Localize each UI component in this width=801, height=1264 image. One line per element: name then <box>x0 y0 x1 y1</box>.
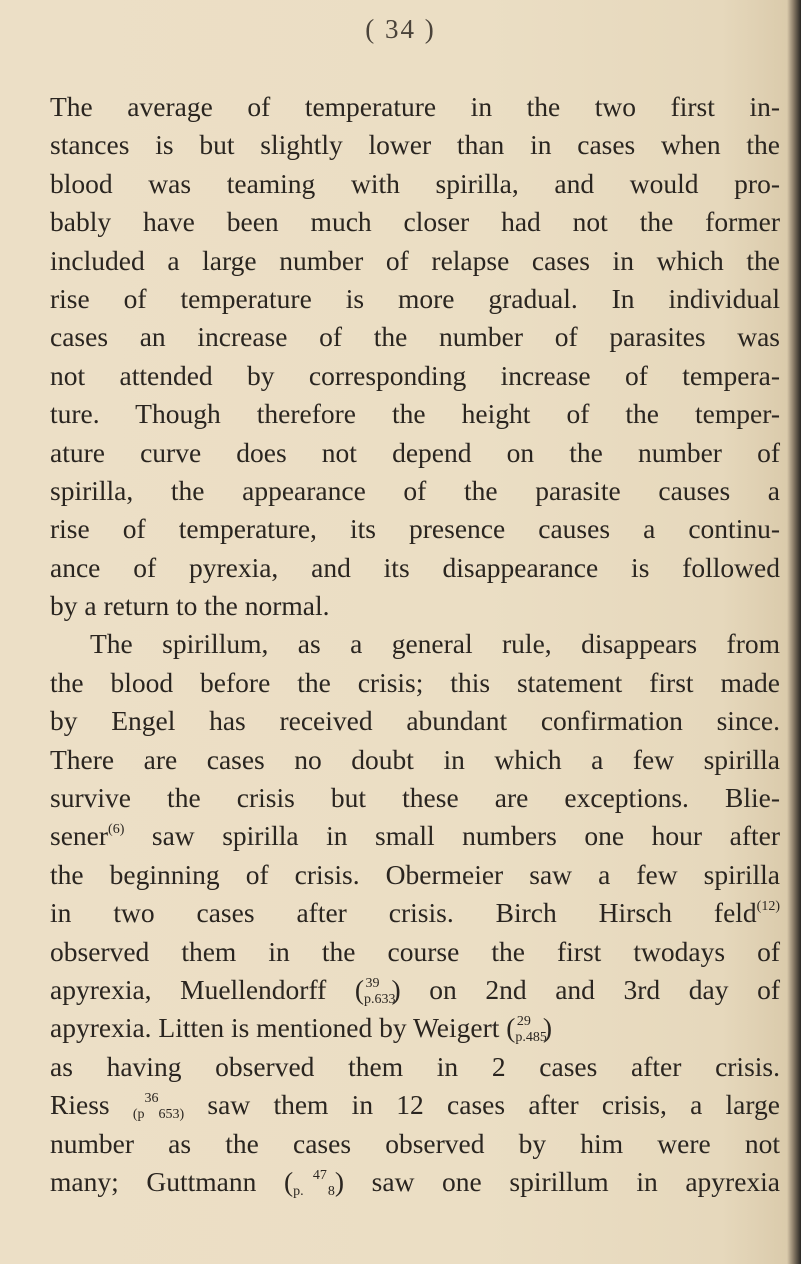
text-line: The spirillum, as a general rule, disappears from <box>90 628 780 660</box>
body-text <box>50 88 780 1201</box>
text-line <box>50 1086 780 1124</box>
text-line: ature curve does not depend on the number of <box>50 436 780 468</box>
text-line: observed them in the course the first twodays of <box>50 935 780 967</box>
footnote-ref: (6) <box>108 822 125 838</box>
text-line <box>50 1009 780 1047</box>
line-text: in two cases after crisis. Birch Hirsch feld <box>50 897 757 929</box>
citation-page: p. 8 <box>293 1183 335 1199</box>
text-line <box>50 971 780 1009</box>
text-line: bably have been much closer had not the former <box>50 206 780 238</box>
page-edge-shadow <box>787 0 801 1264</box>
text-line <box>50 894 780 932</box>
footnote-ref: (12) <box>756 899 780 915</box>
citation-ref: 29 <box>516 1014 531 1030</box>
line-text: saw them in 12 cases after crisis, a large <box>184 1089 781 1121</box>
text-line: cases an increase of the number of parasites was <box>50 321 780 353</box>
text-line: by Engel has received abundant confirmation since. <box>50 705 780 737</box>
text-line: ance of pyrexia, and its disappearance is followed <box>50 551 780 583</box>
text-line: as having observed them in 2 cases after crisis. <box>50 1050 780 1082</box>
text-line: There are cases no doubt in which a few spirilla <box>50 743 780 775</box>
text-line: the blood before the crisis; this statement first made <box>50 666 780 698</box>
citation-ref: 36 <box>144 1091 159 1107</box>
citation-ref: 39 <box>365 975 380 991</box>
line-text: apyrexia, Muellendorff ( <box>50 973 365 1005</box>
line-text: ) <box>542 1012 553 1044</box>
text-line: The average of temperature in the two first in- <box>50 91 780 122</box>
text-line: not attended by corresponding increase of tempera- <box>50 359 780 391</box>
text-line: rise of temperature, its presence causes a continu- <box>50 513 780 545</box>
line-text: ) on 2nd and 3rd day of <box>391 973 780 1005</box>
line-text: many; Guttmann ( <box>50 1165 294 1197</box>
text-line: survive the crisis but these are exceptions. Blie- <box>50 782 780 814</box>
text-line: stances is but slightly lower than in cases when the <box>50 129 780 161</box>
text-line: by a return to the normal. <box>50 590 330 622</box>
line-text: sener <box>50 820 109 852</box>
text-line: ture. Though therefore the height of the temper- <box>50 398 780 430</box>
line-text: ) saw one spirillum in apyrexia <box>334 1165 781 1197</box>
line-text: saw spirilla in small numbers one hour after <box>124 820 780 852</box>
text-line: rise of temperature is more gradual. In individual <box>50 282 780 314</box>
line-text: Riess <box>50 1089 133 1121</box>
text-line: spirilla, the appearance of the parasite causes a <box>50 474 780 506</box>
citation-ref: 47 <box>312 1167 327 1183</box>
citation-page: 653) <box>158 1107 185 1123</box>
text-line: blood was teaming with spirilla, and would pro- <box>50 167 780 199</box>
text-line: included a large number of relapse cases in which the <box>50 244 780 276</box>
citation-page: p.633 <box>364 991 396 1007</box>
text-line <box>50 817 780 855</box>
citation-prefix: (p <box>132 1107 145 1123</box>
citation-page: p.485 <box>515 1030 547 1046</box>
text-line: number as the cases observed by him were not <box>50 1127 780 1159</box>
page-number: ( 34 ) <box>365 14 436 44</box>
line-text: apyrexia. Litten is mentioned by Weigert ( <box>50 1012 516 1044</box>
text-line: the beginning of crisis. Obermeier saw a few spirilla <box>50 858 780 890</box>
text-line <box>50 1163 780 1201</box>
